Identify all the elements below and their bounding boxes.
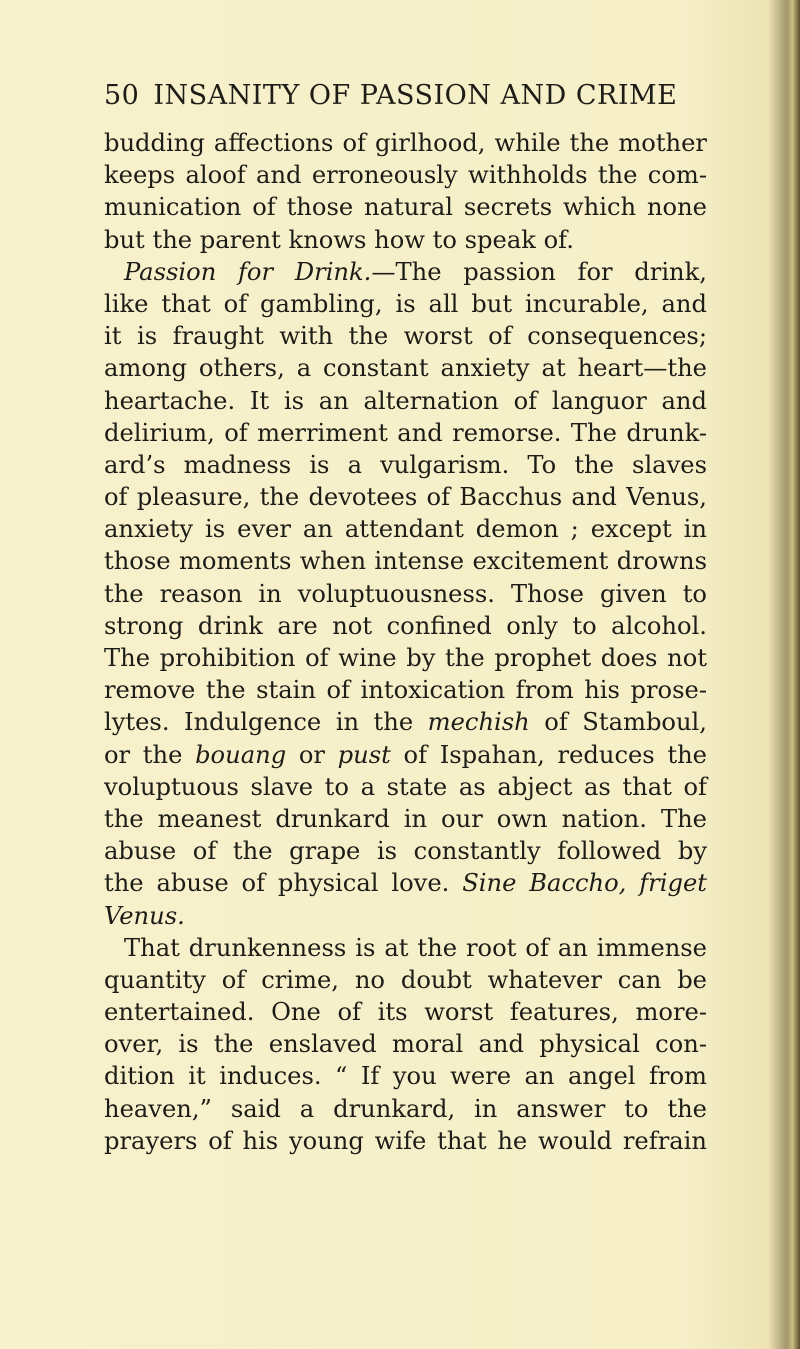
text-line — [104, 288, 707, 320]
text-run: but the parent knows how to speak of. — [104, 225, 574, 254]
running-title: INSANITY OF PASSION AND CRIME — [153, 80, 678, 111]
text-run: the abuse of physical love. — [104, 869, 463, 898]
text-run: or — [286, 740, 338, 769]
text-run: keeps aloof and erroneously withholds the com- — [104, 161, 707, 190]
text-line — [104, 803, 707, 835]
text-run: of pleasure, the devotees of Bacchus and Venus, — [104, 483, 707, 512]
text-run: of Stamboul, — [529, 708, 707, 737]
italic-run: Venus. — [104, 901, 185, 930]
text-line — [104, 1028, 707, 1060]
text-line — [104, 513, 707, 545]
text-line — [104, 385, 707, 417]
text-run: of Ispahan, reduces the — [390, 740, 707, 769]
italic-run: mechish — [427, 708, 530, 737]
text-line — [104, 900, 707, 932]
text-run: it is fraught with the worst of consequences; — [104, 322, 707, 351]
italic-run: Sine Baccho, friget — [462, 869, 707, 898]
text-run: voluptuous slave to a state as abject as that of — [104, 772, 707, 801]
text-run: heartache. It is an alternation of languor and — [104, 386, 707, 415]
text-line — [104, 224, 707, 256]
text-line — [104, 964, 707, 996]
text-run: prayers of his young wife that he would refrain — [104, 1126, 707, 1155]
text-line — [104, 674, 707, 706]
text-run: delirium, of merriment and remorse. The drunk- — [104, 418, 707, 447]
text-line — [104, 867, 707, 899]
text-run: among others, a constant anxiety at heart—the — [104, 354, 707, 383]
page-number: 50 — [104, 80, 140, 111]
text-run: quantity of crime, no doubt whatever can be — [104, 965, 707, 994]
text-run: —The passion for drink, — [371, 257, 707, 286]
text-line — [104, 545, 707, 577]
text-run: those moments when intense excitement drowns — [104, 547, 707, 576]
text-line — [104, 320, 707, 352]
text-line — [104, 191, 707, 223]
text-run: or the — [104, 740, 196, 769]
text-line — [104, 449, 707, 481]
text-run: heaven,” said a drunkard, in answer to the — [104, 1094, 707, 1123]
text-line — [104, 1125, 707, 1157]
text-line — [104, 706, 707, 738]
text-run: anxiety is ever an attendant demon ; except in — [104, 515, 707, 544]
text-run: abuse of the grape is constantly followed by — [104, 837, 707, 866]
text-line — [104, 417, 707, 449]
text-run: The prohibition of wine by the prophet does not — [104, 644, 707, 672]
text-run: like that of gambling, is all but incurable, and — [104, 289, 707, 318]
text-run: dition it induces. “ If you were an angel from — [104, 1062, 707, 1091]
text-run: munication of those natural secrets which none — [104, 193, 707, 222]
italic-run: bouang — [195, 740, 287, 769]
text-run: strong drink are not confined only to alcohol. — [104, 611, 707, 640]
text-line — [104, 578, 707, 610]
text-run: remove the stain of intoxication from his prose- — [104, 676, 707, 705]
text-line — [104, 932, 707, 964]
text-run: lytes. Indulgence in the — [104, 708, 428, 737]
text-line — [104, 256, 707, 288]
text-line — [104, 1060, 707, 1092]
text-line — [104, 127, 707, 159]
page-edge-shadow — [786, 0, 800, 1349]
italic-run: Passion for Drink. — [124, 257, 372, 286]
text-run: over, is the enslaved moral and physical con- — [104, 1030, 707, 1059]
text-line — [104, 642, 707, 674]
text-line — [104, 610, 707, 642]
text-line — [104, 159, 707, 191]
text-run: ard’s madness is a vulgarism. To the slaves — [104, 450, 707, 479]
body-text — [104, 127, 707, 1157]
text-run: the reason in voluptuousness. Those given to — [104, 579, 707, 608]
text-run: the meanest drunkard in our own nation. The — [104, 804, 707, 833]
text-line — [104, 1093, 707, 1125]
text-run: entertained. One of its worst features, more- — [104, 998, 707, 1027]
text-line — [104, 771, 707, 803]
running-header — [104, 80, 704, 111]
text-run: budding affections of girlhood, while the mother — [104, 129, 707, 157]
italic-run: pust — [337, 740, 391, 769]
text-line — [104, 835, 707, 867]
text-line — [104, 352, 707, 384]
text-run: That drunkenness is at the root of an immense — [124, 933, 707, 962]
text-line — [104, 481, 707, 513]
text-line — [104, 739, 707, 771]
text-line — [104, 996, 707, 1028]
